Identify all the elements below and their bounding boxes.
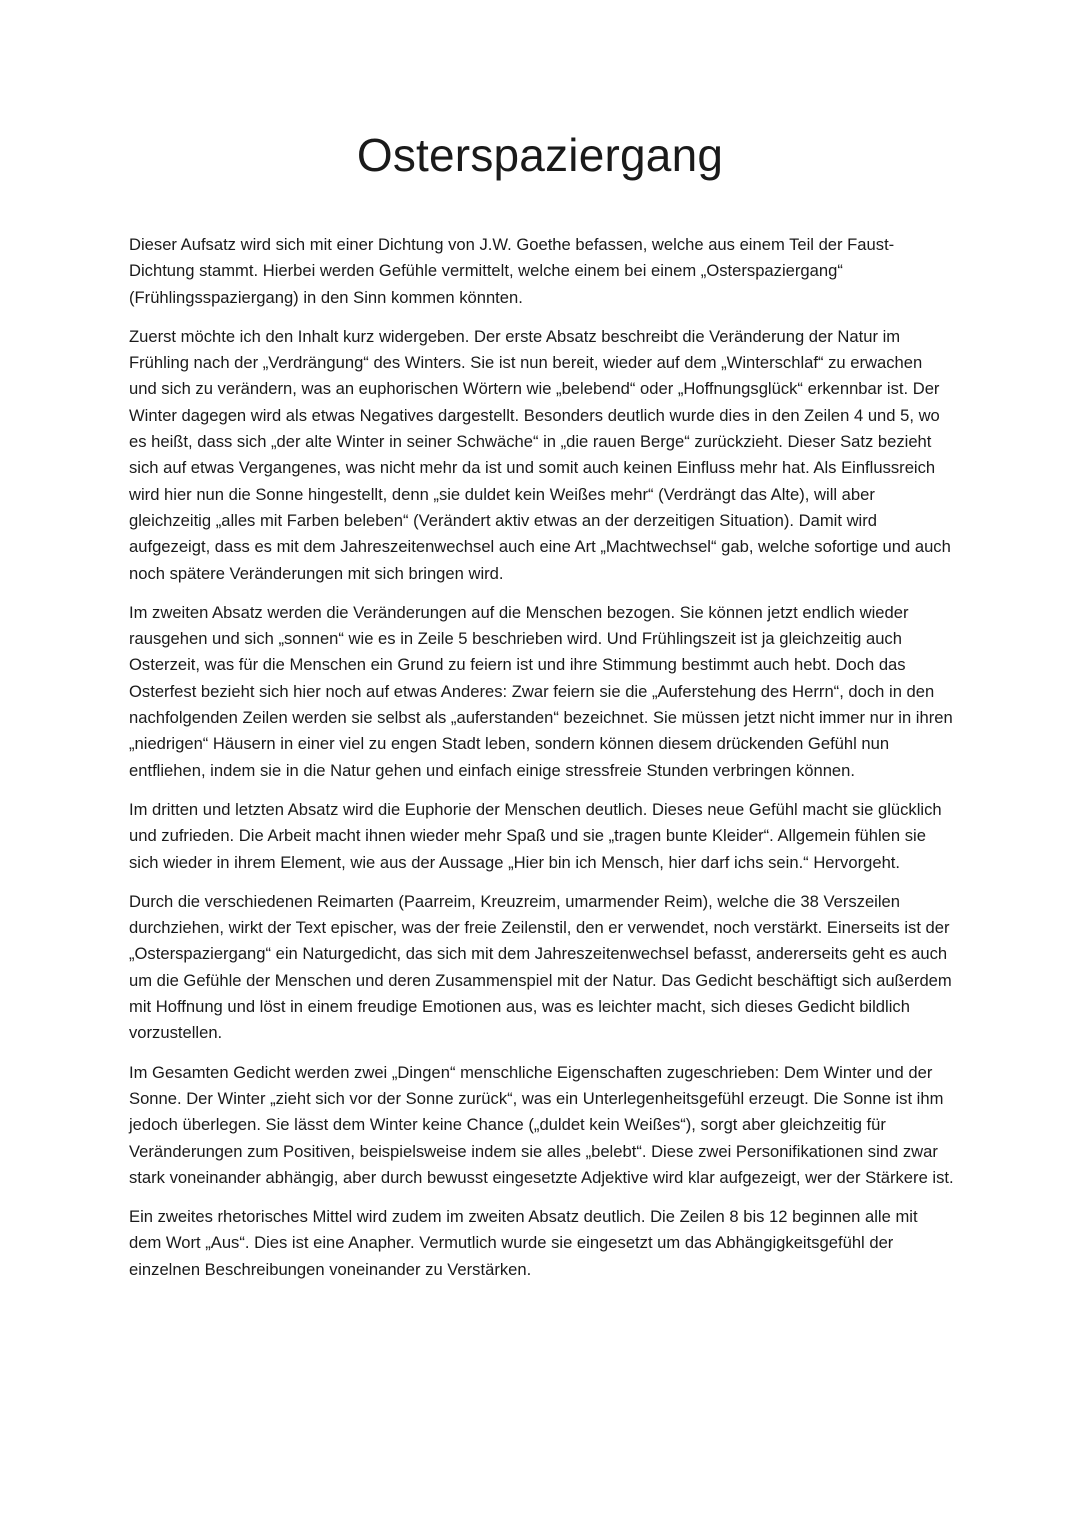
paragraph-rhyme-analysis: Durch die verschiedenen Reimarten (Paarreim, Kreuzreim, umarmender Reim), welche die 38 Verszeilen durchziehen, wirkt der Text epischer, was der freie Zeilenstil, den er verwendet, noch verstärkt. Einerseits ist der „Osterspaziergang“ ein Naturgedicht, das sich mit dem Jahreszeitenwechsel befasst, andererseits geht es auch um die Gefühle der Menschen und deren Zusammenspiel mit der Natur. Das Gedicht beschäftigt sich außerdem mit Hoffnung und löst in einem freudige Emotionen aus, was es leichter macht, sich dieses Gedicht bildlich vorzustellen. [129, 891, 952, 1043]
paragraph-anaphora: Ein zweites rhetorisches Mittel wird zudem im zweiten Absatz deutlich. Die Zeilen 8 bis 12 beginnen alle mit dem Wort „Aus“. Dies ist eine Anapher. Vermutlich wurde sie eingesetzt um das Abhängigkeitsgefühl der einzelnen Beschreibungen voneinander zu Verstärken. [129, 1207, 918, 1279]
paragraph-personification: Im Gesamten Gedicht werden zwei „Dingen“ menschliche Eigenschaften zugeschrieben: Dem Winter und der Sonne. Der Winter „zieht sich vor der Sonne zurück“, was ein Unterlegenheitsgefühl erzeugt. Die Sonne ist ihm jedoch überlegen. Sie lässt dem Winter keine Chance („duldet kein Weißes“), sorgt aber gleichzeitig für Veränderungen zum Positiven, beispielsweise indem sie alles „belebt“. Diese zwei Personifikationen sind zwar stark voneinander abhängig, aber durch bewusst eingesetzte Adjektive wird klar aufgezeigt, wer der Stärkere ist. [129, 1062, 954, 1187]
paragraph-intro: Dieser Aufsatz wird sich mit einer Dichtung von J.W. Goethe befassen, welche aus einem Teil der Faust-Dichtung stammt. Hierbei werden Gefühle vermittelt, welche einem bei einem „Osterspaziergang“ (Frühlingsspaziergang) in den Sinn kommen könnten. [129, 235, 895, 307]
paragraph-content-summary: Zuerst möchte ich den Inhalt kurz widergeben. Der erste Absatz beschreibt die Veränderung der Natur im Frühling nach der „Verdrängung“ des Winters. Sie ist nun bereit, wieder auf dem „Winterschlaf“ zu erwachen und sich zu verändern, was an euphorischen Wörtern wie „belebend“ oder „Hoffnungsglück“ erkennbar ist. Der Winter dagegen wird als etwas Negatives dargestellt. Besonders deutlich wurde dies in den Zeilen 4 und 5, wo es heißt, dass sich „der alte Winter in seiner Schwäche“ in „die rauen Berge“ zurückzieht. Dieser Satz bezieht sich auf etwas Vergangenes, was nicht mehr da ist und somit auch keinen Einfluss mehr hat. Als Einflussreich wird hier nun die Sonne hingestellt, denn „sie duldet kein Weißes mehr“ (Verdrängt das Alte), will aber gleichzeitig „alles mit Farben beleben“ (Verändert aktiv etwas an der derzeitigen Situation). Damit wird aufgezeigt, dass es mit dem Jahreszeitenwechsel auch eine Art „Machtwechsel“ gab, welche sofortige und auch noch spätere Veränderungen mit sich bringen wird. [129, 326, 951, 583]
paragraph-third-stanza: Im dritten und letzten Absatz wird die Euphorie der Menschen deutlich. Dieses neue Gefühl macht sie glücklich und zufrieden. Die Arbeit macht ihnen wieder mehr Spaß und sie „tragen bunte Kleider“. Allgemein fühlen sie sich wieder in ihrem Element, wie aus der Aussage „Hier bin ich Mensch, hier darf ichs sein.“ Hervorgeht. [129, 799, 942, 872]
document-title: Osterspaziergang [356, 129, 724, 181]
paragraph-second-stanza: Im zweiten Absatz werden die Veränderungen auf die Menschen bezogen. Sie können jetzt endlich wieder rausgehen und sich „sonnen“ wie es in Zeile 5 beschrieben wird. Und Frühlingszeit ist ja gleichzeitig auch Osterzeit, was für die Menschen ein Grund zu feiern ist und ihre Stimmung bestimmt auch hebt. Doch das Osterfest bezieht sich hier noch auf etwas Anderes: Zwar feiern sie die „Auferstehung des Herrn“, doch in den nachfolgenden Zeilen werden sie selbst als „auferstanden“ bezeichnet. Sie müssen jetzt nicht immer nur in ihren „niedrigen“ Häusern in einer viel zu engen Stadt leben, sondern können diesem drückenden Gefühl nun entfliehen, indem sie in die Natur gehen und einfach einige stressfreie Stunden verbringen können. [129, 602, 953, 780]
document-body [129, 232, 954, 1296]
